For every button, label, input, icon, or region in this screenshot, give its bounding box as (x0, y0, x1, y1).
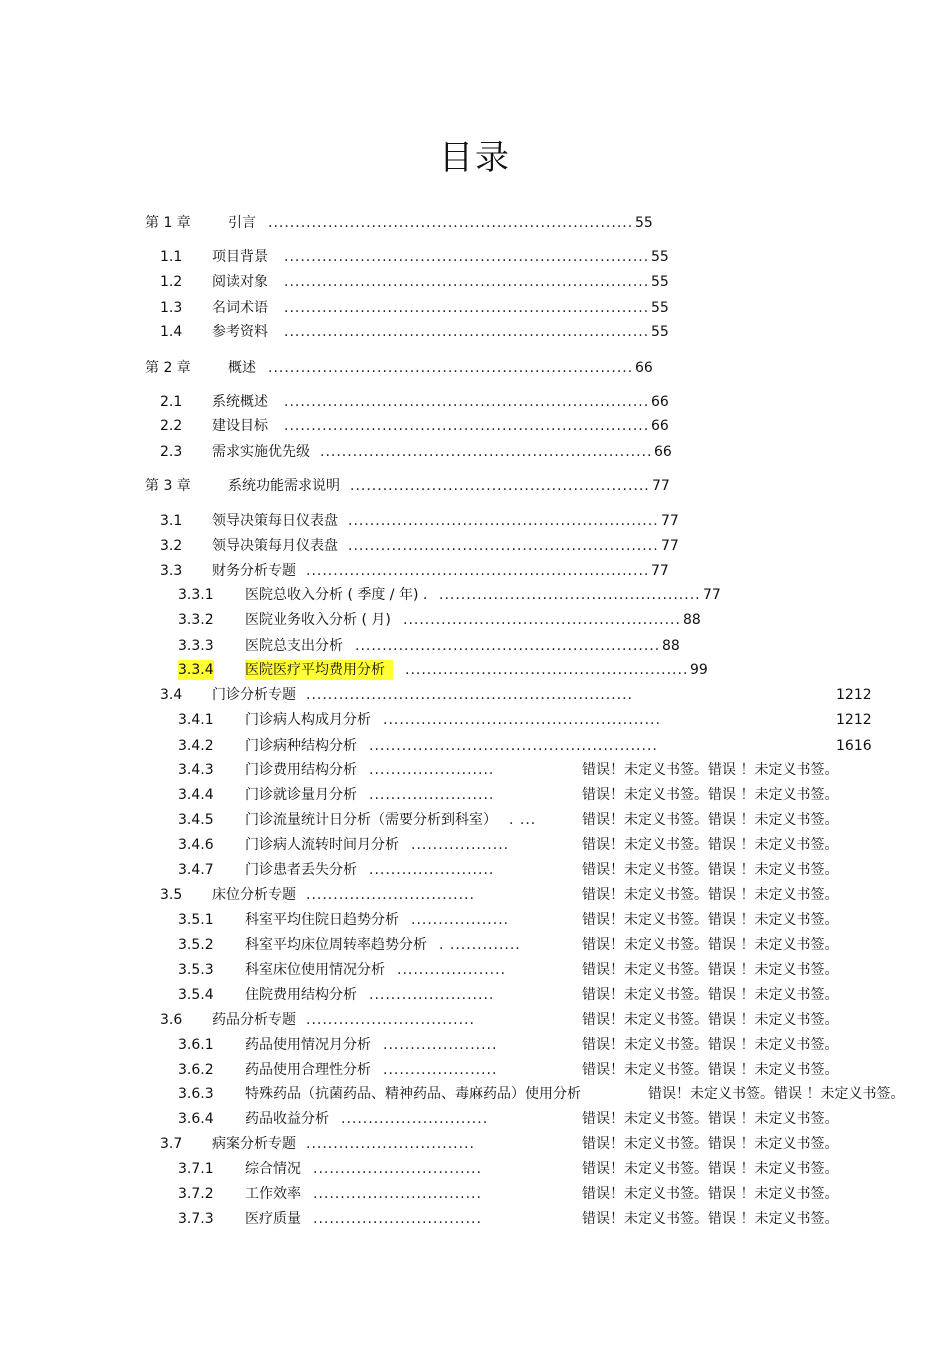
toc-entry-number: 3.7.1 (178, 1161, 214, 1177)
toc-entry-page: 77 (651, 563, 669, 579)
toc-entry-error: 错误！未定义书签。错误 ！未定义书签。 (582, 1136, 839, 1152)
toc-entry-page: 66 (654, 444, 672, 460)
toc-entry-leader: .................. (411, 837, 510, 853)
toc-entry-leader: ........................................................ (355, 638, 661, 654)
toc-entry-label: 概述 (228, 360, 256, 376)
toc-entry-leader: ................................................................... (284, 300, 650, 316)
toc-entry-number: 3.5.4 (178, 987, 214, 1003)
toc-entry-number: 3.4.4 (178, 787, 214, 803)
toc-entry-number: 第 1 章 (145, 215, 191, 231)
toc-entry-page: 66 (635, 360, 653, 376)
toc-entry-page: 66 (651, 394, 669, 410)
toc-entry-error: 错误！未定义书签。错误 ！未定义书签。 (582, 912, 839, 928)
toc-entry-leader: ................................................ (439, 587, 701, 603)
toc-entry-error: 错误！未定义书签。错误 ！未定义书签。 (582, 937, 839, 953)
toc-entry-leader: ............................................................. (320, 444, 653, 460)
toc-entry-error: 错误！未定义书签。错误 ！未定义书签。 (582, 787, 839, 803)
toc-entry-error: 错误！未定义书签。错误 ！未定义书签。 (582, 1062, 839, 1078)
toc-entry-number: 3.4.1 (178, 712, 214, 728)
toc-entry-page: 1212 (836, 712, 872, 728)
toc-entry-page: 55 (635, 215, 653, 231)
toc-entry-page: 88 (683, 612, 701, 628)
toc-entry-number: 3.6.1 (178, 1037, 214, 1053)
toc-entry-page: 99 (690, 662, 708, 678)
toc-entry-page: 55 (651, 249, 669, 265)
toc-entry-error: 错误！未定义书签。错误 ！未定义书签。 (582, 1211, 839, 1227)
toc-entry-number: 第 2 章 (145, 360, 191, 376)
toc-entry-label: 系统概述 (212, 394, 268, 410)
toc-entry-label: 门诊流量统计日分析（需要分析到科室） (245, 812, 497, 828)
toc-entry-label: 引言 (228, 215, 256, 231)
toc-entry-label: 药品分析专题 (212, 1012, 296, 1028)
toc-entry-leader: ....................... (369, 787, 495, 803)
toc-entry-number: 3.7.3 (178, 1211, 214, 1227)
toc-entry-number: 3.6 (160, 1012, 183, 1028)
toc-entry-label: 领导决策每日仪表盘 (212, 513, 338, 529)
toc-title: 目录 (439, 138, 511, 178)
toc-entry-page: 77 (703, 587, 721, 603)
toc-entry-label: 综合情况 (245, 1161, 301, 1177)
toc-entry-label: 工作效率 (245, 1186, 301, 1202)
toc-entry-number: 1.4 (160, 324, 183, 340)
toc-entry-label: 医院总支出分析 (245, 638, 343, 654)
toc-entry-number: 3.3.2 (178, 612, 214, 628)
toc-entry-number: 3.5.3 (178, 962, 214, 978)
toc-entry-leader: ............................................................... (306, 563, 650, 579)
toc-entry-label: 建设目标 (212, 418, 268, 434)
toc-entry-page: 55 (651, 300, 669, 316)
toc-entry-label: 病案分析专题 (212, 1136, 296, 1152)
toc-entry-error: 错误！未定义书签。错误 ！未定义书签。 (582, 812, 839, 828)
toc-entry-leader: ............................... (306, 1012, 475, 1028)
toc-entry-leader: ..................................................... (369, 738, 658, 754)
toc-entry-label: 住院费用结构分析 (245, 987, 357, 1003)
toc-entry-page: 55 (651, 324, 669, 340)
toc-entry-leader: . ... (509, 812, 537, 828)
toc-entry-number: 3.4.5 (178, 812, 214, 828)
toc-entry-label: 药品使用合理性分析 (245, 1062, 371, 1078)
toc-entry-page: 77 (661, 513, 679, 529)
toc-entry-label: 医疗质量 (245, 1211, 301, 1227)
toc-entry-number: 3.4.7 (178, 862, 214, 878)
toc-entry-page: 1616 (836, 738, 872, 754)
toc-entry-number: 2.1 (160, 394, 183, 410)
toc-entry-number: 3.4.3 (178, 762, 214, 778)
toc-entry-error: 错误！未定义书签。错误 ！未定义书签。 (582, 1186, 839, 1202)
toc-entry-leader: ................................................................... (268, 360, 634, 376)
toc-entry-label: 门诊病人构成月分析 (245, 712, 371, 728)
toc-entry-label: 系统功能需求说明 (228, 478, 340, 494)
toc-entry-label: 科室平均住院日趋势分析 (245, 912, 399, 928)
toc-entry-leader: .................... (397, 962, 507, 978)
toc-entry-error: 错误！未定义书签。错误 ！未定义书签。 (582, 862, 839, 878)
toc-entry-leader: .................. (411, 912, 510, 928)
toc-entry-leader: ............................... (306, 887, 475, 903)
toc-entry-number: 3.6.2 (178, 1062, 214, 1078)
toc-entry-page: 77 (661, 538, 679, 554)
toc-entry-label: 名词术语 (212, 300, 268, 316)
toc-entry-leader: ............................... (313, 1211, 482, 1227)
toc-entry-leader: ............................... (313, 1161, 482, 1177)
toc-entry-error: 错误！未定义书签。错误 ！未定义书签。 (582, 1037, 839, 1053)
toc-entry-leader: ................................................................... (284, 394, 650, 410)
toc-entry-error: 错误！未定义书签。错误 ！未定义书签。 (582, 987, 839, 1003)
toc-entry-number: 3.2 (160, 538, 183, 554)
toc-entry-leader: ................................................... (383, 712, 661, 728)
toc-entry-page: 1212 (836, 687, 872, 703)
toc-entry-number: 2.2 (160, 418, 183, 434)
toc-entry-number: 3.1 (160, 513, 183, 529)
toc-entry-leader: . ............. (439, 937, 521, 953)
toc-entry-leader: ......................................................... (348, 513, 659, 529)
toc-entry-number: 3.6.4 (178, 1111, 214, 1127)
toc-entry-label: 医院总收入分析 ( 季度 / 年) . (245, 587, 428, 603)
toc-entry-leader: ......................................................... (348, 538, 659, 554)
toc-entry-error: 错误！未定义书签。错误 ！未定义书签。 (582, 762, 839, 778)
toc-entry-label: 门诊分析专题 (212, 687, 296, 703)
toc-entry-number: 3.5.1 (178, 912, 214, 928)
toc-entry-number: 3.4.6 (178, 837, 214, 853)
toc-entry-leader: ................................................................... (284, 324, 650, 340)
toc-entry-label: 门诊费用结构分析 (245, 762, 357, 778)
toc-entry-leader: ............................................................ (306, 687, 634, 703)
toc-entry-number: 1.2 (160, 274, 183, 290)
toc-entry-leader: ........................... (341, 1111, 489, 1127)
toc-entry-number: 3.7 (160, 1136, 183, 1152)
toc-entry-leader: ............................... (306, 1136, 475, 1152)
toc-entry-label: 门诊病种结构分析 (245, 738, 357, 754)
toc-entry-error: 错误！未定义书签。错误 ！未定义书签。 (582, 837, 839, 853)
toc-entry-page: 88 (662, 638, 680, 654)
toc-entry-page: 66 (651, 418, 669, 434)
toc-entry-leader: ....................... (369, 862, 495, 878)
toc-entry-number: 3.4 (160, 687, 183, 703)
toc-entry-label: 医院业务收入分析 ( 月) (245, 612, 391, 628)
toc-entry-leader: ....................... (369, 987, 495, 1003)
toc-entry-leader: ....................... (369, 762, 495, 778)
toc-entry-number: 3.7.2 (178, 1186, 214, 1202)
toc-entry-error: 错误！未定义书签。错误 ！未定义书签。 (582, 1111, 839, 1127)
toc-entry-label: 财务分析专题 (212, 563, 296, 579)
toc-entry-label: 药品收益分析 (245, 1111, 329, 1127)
toc-entry-leader: ..................... (383, 1037, 498, 1053)
toc-entry-label: 门诊就诊量月分析 (245, 787, 357, 803)
toc-entry-number: 3.6.3 (178, 1086, 214, 1102)
toc-entry-label: 门诊患者丢失分析 (245, 862, 357, 878)
toc-entry-label: 医院医疗平均费用分析 (245, 660, 393, 680)
toc-entry-number: 3.3.1 (178, 587, 214, 603)
toc-entry-leader: ................................................... (403, 612, 681, 628)
toc-entry-number: 第 3 章 (145, 478, 191, 494)
toc-entry-leader: ..................... (383, 1062, 498, 1078)
toc-entry-label: 项目背景 (212, 249, 268, 265)
toc-entry-error: 错误！未定义书签。错误 ！未定义书签。 (582, 1161, 839, 1177)
toc-entry-leader: ....................................................... (350, 478, 650, 494)
toc-entry-leader: ................................................................... (284, 418, 650, 434)
toc-entry-label: 参考资料 (212, 324, 268, 340)
toc-entry-leader: .................................................... (405, 662, 689, 678)
toc-entry-number: 3.4.2 (178, 738, 214, 754)
toc-entry-leader: ................................................................... (284, 249, 650, 265)
toc-entry-page: 77 (652, 478, 670, 494)
toc-entry-label: 需求实施优先级 (212, 444, 310, 460)
toc-entry-leader: ................................................................... (284, 274, 650, 290)
toc-entry-number: 3.3.4 (178, 662, 214, 678)
toc-entry-label: 领导决策每月仪表盘 (212, 538, 338, 554)
toc-entry-error: 错误！未定义书签。错误 ！未定义书签。 (648, 1086, 905, 1102)
toc-entry-error: 错误！未定义书签。错误 ！未定义书签。 (582, 1012, 839, 1028)
toc-entry-label: 科室平均床位周转率趋势分析 (245, 937, 427, 953)
toc-entry-number: 1.1 (160, 249, 183, 265)
toc-entry-leader: ................................................................... (268, 215, 634, 231)
toc-entry-error: 错误！未定义书签。错误 ！未定义书签。 (582, 962, 839, 978)
toc-entry-number: 3.3 (160, 563, 183, 579)
toc-entry-error: 错误！未定义书签。错误 ！未定义书签。 (582, 887, 839, 903)
toc-entry-label: 床位分析专题 (212, 887, 296, 903)
toc-entry-label: 科室床位使用情况分析 (245, 962, 385, 978)
toc-entry-leader: ............................... (313, 1186, 482, 1202)
toc-entry-number: 1.3 (160, 300, 183, 316)
toc-entry-number: 3.5 (160, 887, 183, 903)
toc-entry-number: 3.3.3 (178, 638, 214, 654)
toc-entry-page: 55 (651, 274, 669, 290)
toc-entry-number: 2.3 (160, 444, 183, 460)
toc-entry-label: 药品使用情况月分析 (245, 1037, 371, 1053)
toc-entry-label: 特殊药品（抗菌药品、精神药品、毒麻药品）使用分析 (245, 1086, 581, 1102)
toc-entry-label: 阅读对象 (212, 274, 268, 290)
toc-entry-number: 3.5.2 (178, 937, 214, 953)
toc-entry-label: 门诊病人流转时间月分析 (245, 837, 399, 853)
